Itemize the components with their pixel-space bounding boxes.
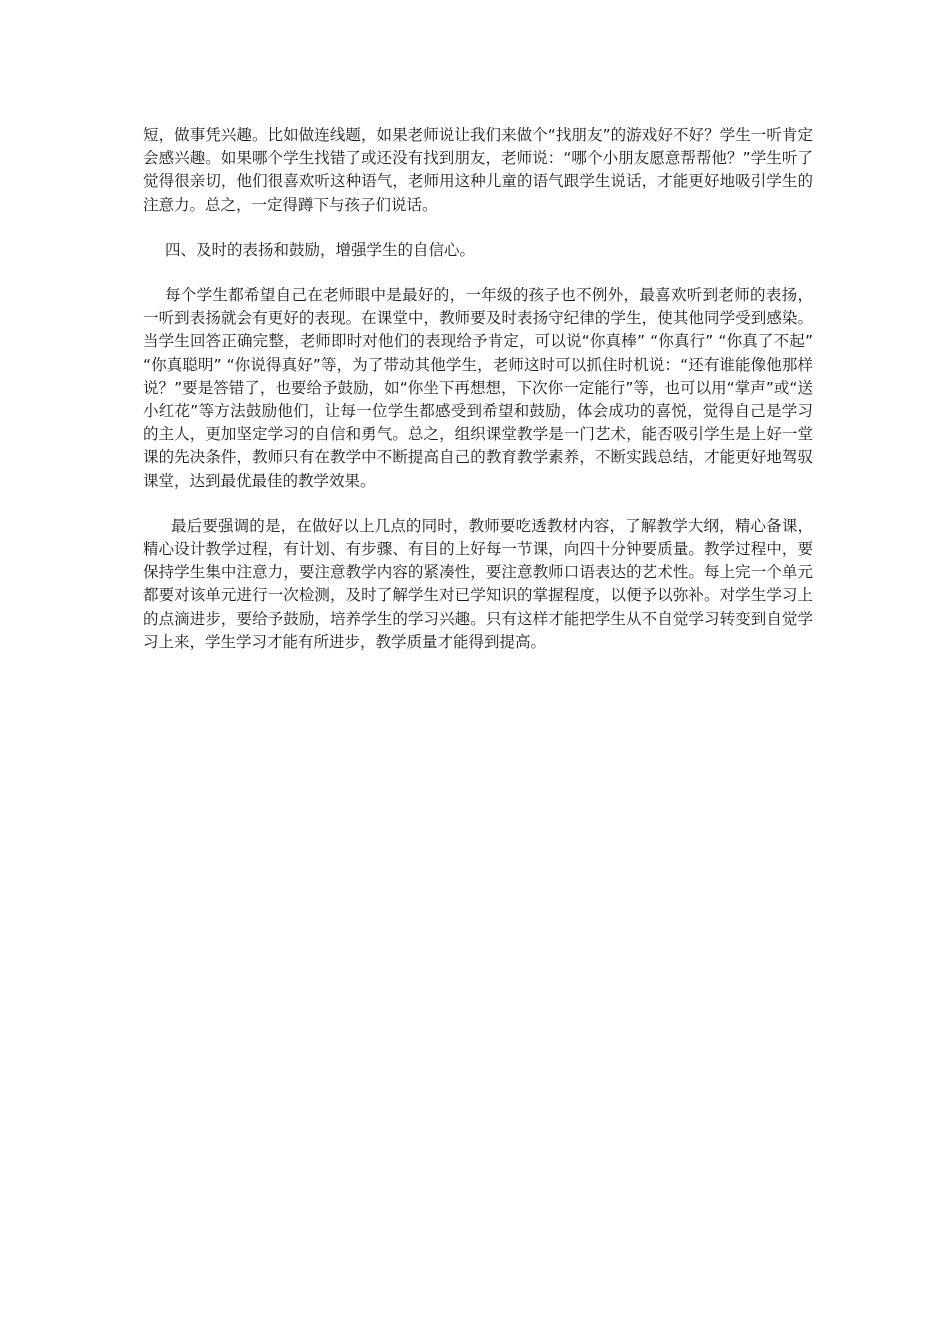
paragraph-continuation: 短，做事凭兴趣。比如做连线题，如果老师说让我们来做个“找朋友”的游戏好不好？学生一听肯定会感兴趣。如果哪个学生找错了或还没有找到朋友，老师说：“哪个小朋友愿意帮帮他？”学生听了觉得很亲切，他们很喜欢听这种语气，老师用这种儿童的语气跟学生说话，才能更好地吸引学生的注意力。总之，一定得蹲下与孩子们说话。 <box>143 126 813 214</box>
document-page <box>143 124 813 676</box>
paragraph-praise: 每个学生都希望自己在老师眼中是最好的，一年级的孩子也不例外，最喜欢听到老师的表扬，一听到表扬就会有更好的表现。在课堂中，教师要及时表扬守纪律的学生，使其他同学受到感染。当学生回答正确完整，老师即时对他们的表现给予肯定，可以说“你真棒” “你真行” “你真了不起” “你真聪明” “你说得真好”等，为了带动其他学生，老师这时可以抓住时机说：“还有谁能像他那样说？”要是答错了，也要给予鼓励，如“你坐下再想想，下次你一定能行”等，也可以用“掌声”或“送小红花”等方法鼓励他们，让每一位学生都感受到希望和鼓励，体会成功的喜悦，觉得自己是学习的主人，更加坚定学习的自信和勇气。总之，组织课堂教学是一门艺术，能否吸引学生是上好一堂课的先决条件，教师只有在教学中不断提高自己的教育教学素养，不断实践总结，才能更好地驾驭课堂，达到最优最佳的教学效果。 <box>143 286 813 490</box>
paragraph-conclusion: 最后要强调的是，在做好以上几点的同时，教师要吃透教材内容，了解教学大纲，精心备课，精心设计教学过程，有计划、有步骤、有目的上好每一节课，向四十分钟要质量。教学过程中，要保持学生集中注意力，要注意教学内容的紧凑性，要注意教师口语表达的艺术性。每上完一个单元都要对该单元进行一次检测，及时了解学生对已学知识的掌握程度，以便予以弥补。对学生学习上的点滴进步，要给予鼓励，培养学生的学习兴趣。只有这样才能把学生从不自觉学习转变到自觉学习上来，学生学习才能有所进步，教学质量才能得到提高。 <box>143 516 813 651</box>
section-heading-4: 四、及时的表扬和鼓励，增强学生的自信心。 <box>165 240 476 259</box>
